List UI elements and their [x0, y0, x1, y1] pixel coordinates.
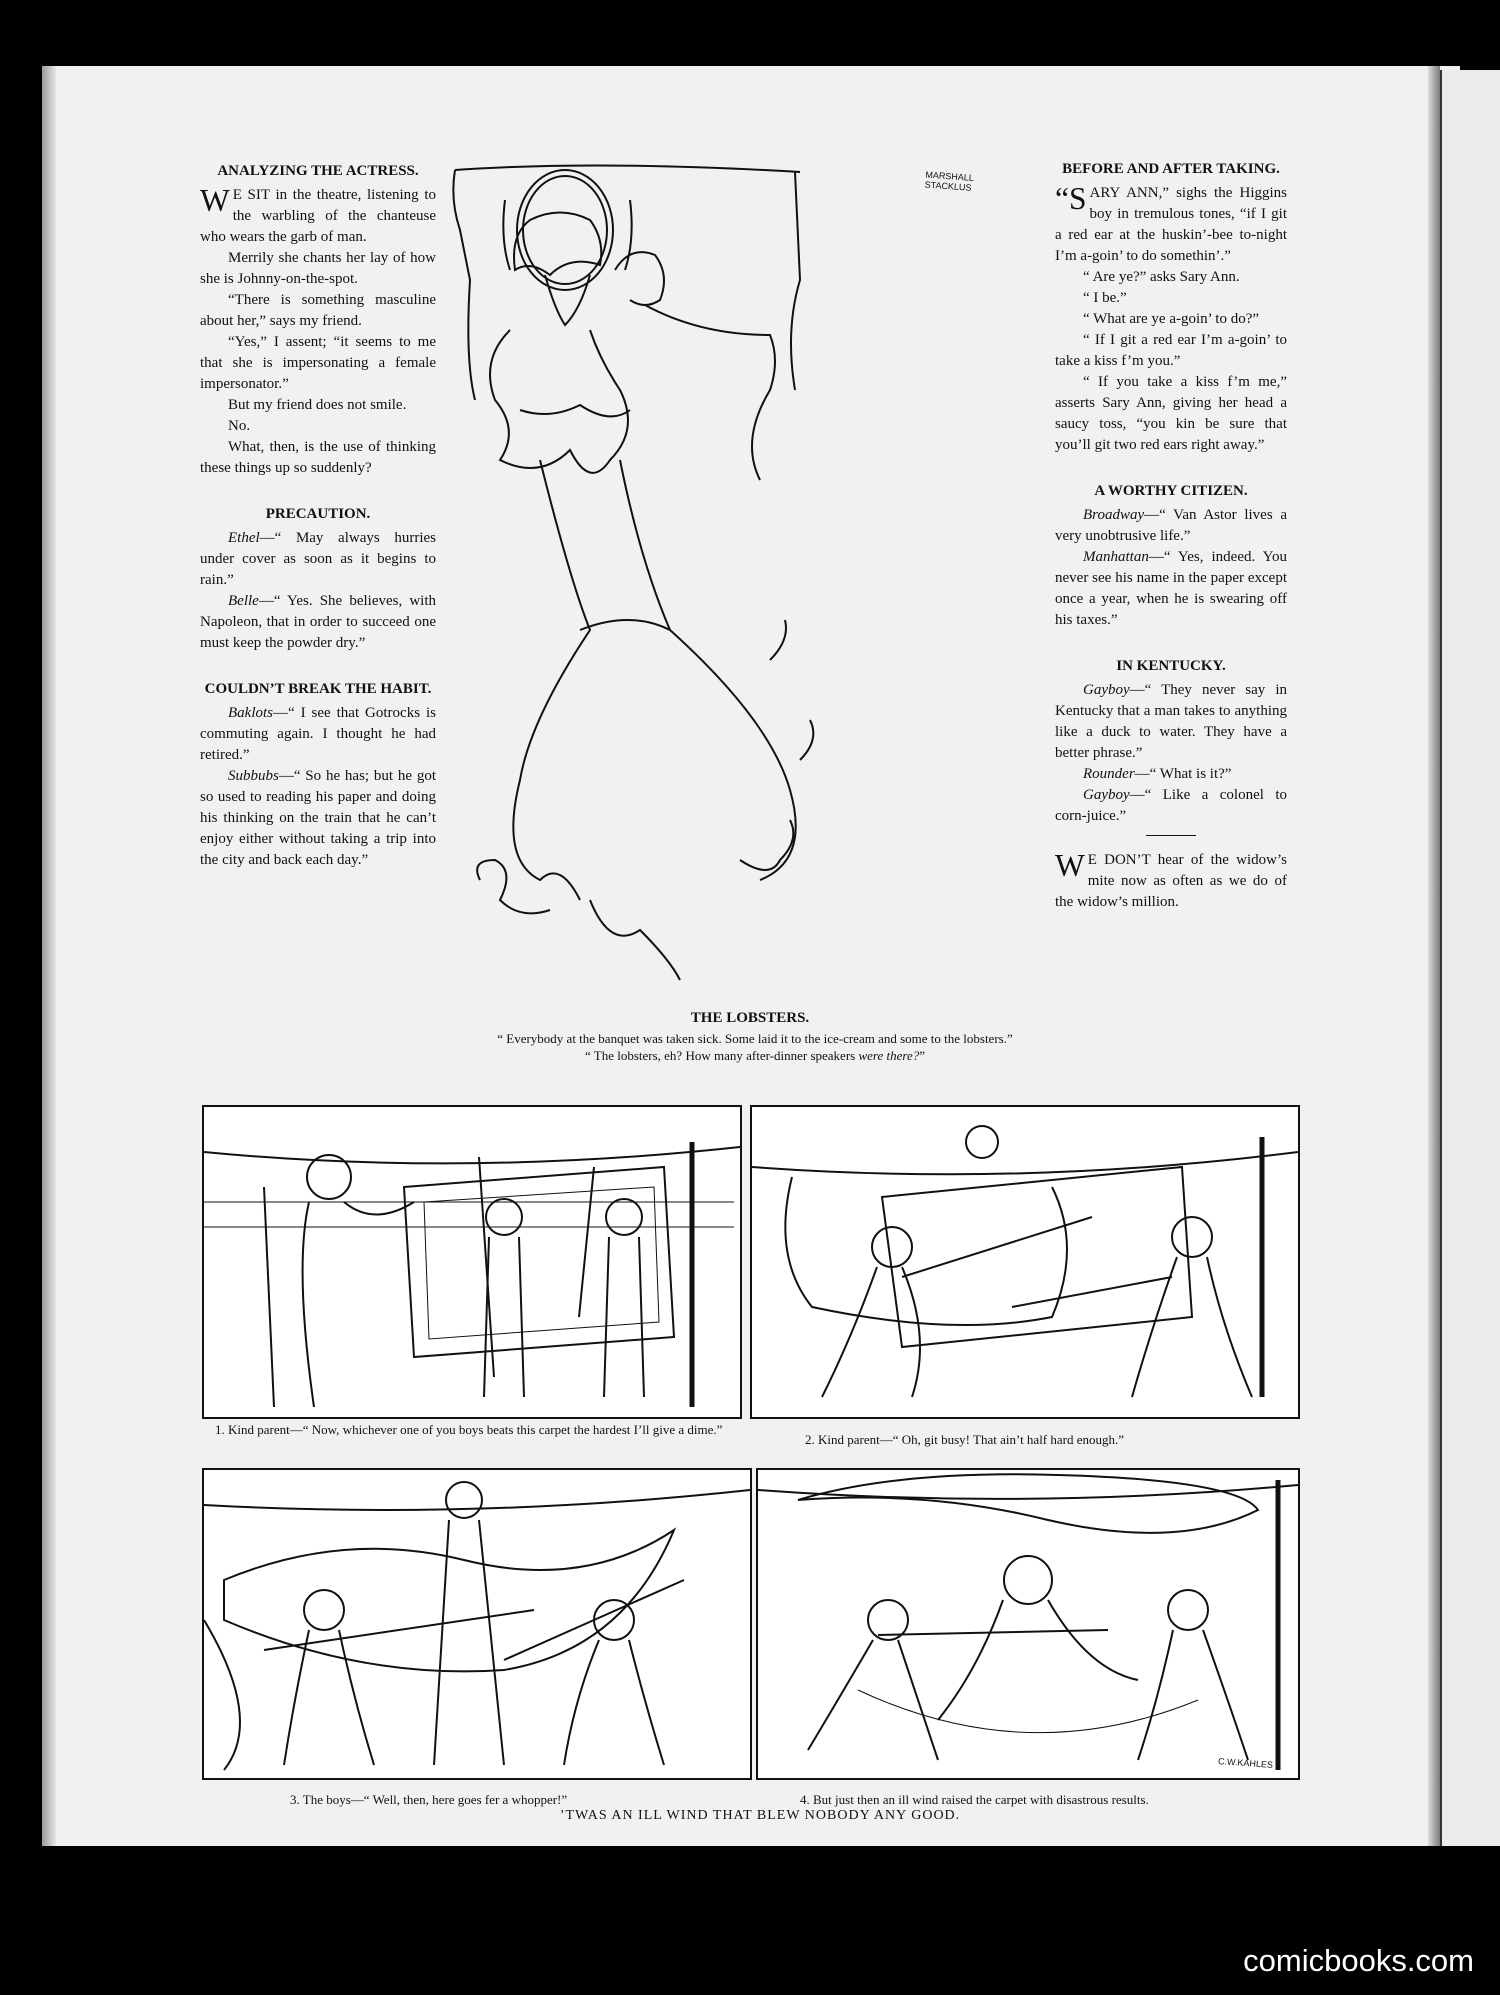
- page-edge: [42, 66, 56, 1846]
- boy2-stick: [504, 1580, 684, 1660]
- facing-page-edge: [1440, 70, 1500, 1846]
- boy2-body: [1132, 1257, 1252, 1397]
- frame-left-line: [453, 170, 475, 400]
- boy2-body: [604, 1237, 644, 1397]
- panel-2-drawing: [752, 1107, 1298, 1417]
- sticks: [878, 1630, 1108, 1635]
- father-cane: [264, 1187, 274, 1407]
- panel-3-caption: 3. The boys—“ Well, then, here goes fer a whopper!”: [290, 1792, 568, 1807]
- boy1-body: [822, 1267, 920, 1397]
- left-column: ANALYZING THE ACTRESS. W E SIT in the theatre, listening to the warbling of the chanteuse who wears the garb of man. Merrily she chants her lay of how she is Johnny-on-the-spot. “There is something masculine about her,” says my friend. “Yes,” I assent; “it seems to me that she is impersonating a female impersonator.” But my friend does not smile. No. What, then, is the use of thinking these things up so suddenly? PRECAUTION. Ethel—“ May always hurries under cover as soon as it begins to rain.” Belle—“ Yes. She believes, with Napoleon, that in order to succeed one must keep the powder dry.” COULDN’T BREAK THE HABIT. Baklots—“ I see that Gotrocks is commuting again. I thought he had retired.” Subbubs—“ So he has; but he got so used to reading his paper and doing his thinking on the train that he can’t enjoy either without taking a trip into the city and back each day.”: [200, 163, 436, 868]
- carpet: [404, 1167, 674, 1357]
- heading-before-after: BEFORE AND AFTER TAKING.: [1062, 161, 1280, 177]
- train-left-swirl: [477, 860, 550, 913]
- boy1-head: [304, 1590, 344, 1630]
- heading-in-kentucky: IN KENTUCKY.: [1116, 658, 1226, 674]
- motion-lines: [858, 1690, 1198, 1733]
- panel-4-drawing: [758, 1470, 1298, 1778]
- bodice-ruffles: [490, 330, 628, 473]
- father-legs: [938, 1600, 1138, 1720]
- comic-panel-4: [756, 1468, 1300, 1780]
- boy2-body: [1138, 1630, 1248, 1760]
- waist-line: [580, 620, 670, 630]
- panel-2-caption: 2. Kind parent—“ Oh, git busy! That ain’t half hard enough.”: [805, 1432, 1125, 1447]
- boy2-stick: [579, 1167, 594, 1317]
- gown-left: [513, 460, 590, 900]
- artist-signature: MARSHALL STACKLUS: [924, 169, 974, 193]
- heading-couldnt-break-habit: COULDN’T BREAK THE HABIT.: [204, 681, 432, 697]
- candle-right: [625, 200, 632, 270]
- man-head: [615, 252, 664, 305]
- carpet-fringe: [204, 1620, 240, 1770]
- panel-1-drawing: [204, 1107, 740, 1417]
- drop-cap: W: [200, 183, 230, 218]
- boy2-head: [1168, 1590, 1208, 1630]
- heading-precaution: PRECAUTION.: [265, 506, 371, 522]
- boy1-stick: [902, 1217, 1092, 1277]
- man-arm: [645, 305, 775, 480]
- ruffle-line: [520, 405, 630, 416]
- panel-3-drawing: [204, 1470, 750, 1778]
- strip-title: ’TWAS AN ILL WIND THAT BLEW NOBODY ANY GOOD.: [559, 1808, 961, 1823]
- carpet-border: [424, 1187, 659, 1339]
- father-head: [446, 1482, 482, 1518]
- boy2-head: [594, 1600, 634, 1640]
- father-legs: [434, 1520, 504, 1765]
- boy2-head: [1172, 1217, 1212, 1257]
- comic-panel-3: [202, 1468, 752, 1780]
- heading-analyzing-actress: ANALYZING THE ACTRESS.: [217, 163, 419, 179]
- illustration-svg: [440, 160, 1020, 1010]
- father-body: [303, 1202, 414, 1407]
- heading-lobsters: THE LOBSTERS.: [690, 1010, 810, 1026]
- drop-cap: W: [1055, 848, 1085, 883]
- clothesline: [204, 1147, 740, 1163]
- lobsters-caption: “ Everybody at the banquet was taken sick. Some laid it to the ice-cream and some to the lobsters.” “ The lobsters, eh? How many after-dinner speakers were there?”: [497, 1031, 1013, 1063]
- comic-panel-1: [202, 1105, 742, 1419]
- section-divider: [1146, 835, 1196, 836]
- comic-panel-2: [750, 1105, 1300, 1419]
- frame-top-line: [455, 165, 800, 172]
- face-outline: [545, 275, 590, 325]
- carpet-flying: [798, 1474, 1258, 1533]
- hair-outline: [514, 213, 601, 276]
- boy2-stick: [1012, 1277, 1172, 1307]
- boy1-body: [284, 1630, 374, 1765]
- train-center-swirl: [590, 900, 680, 980]
- page-gutter: [1428, 66, 1440, 1846]
- gown-right: [620, 460, 796, 880]
- boy1-body: [808, 1640, 938, 1760]
- dust-cloud: [785, 1177, 1067, 1325]
- clothesline: [758, 1485, 1298, 1499]
- boy2-head: [606, 1199, 642, 1235]
- oval-mirror: [517, 170, 613, 290]
- frame-right-line: [791, 172, 800, 390]
- right-column: BEFORE AND AFTER TAKING. “SARY ANN,” sighs the Higgins boy in tremulous tones, “if I git a red ear at the huskin’-bee to-night I’m a-goin’ to do somethin’.” “ Are ye?” asks Sary Ann. “ I be.” “ What are ye a-goin’ to do?” “ If I git a red ear I’m a-goin’ to take a kiss f’m you.” “ If you take a kiss f’m me,” asserts Sary Ann, giving her head a saucy toss, “you kin be sure that you’ll git two red ears right away.” A WORTHY CITIZEN. Broadway—“ Van Astor lives a very unobtrusive life.” Manhattan—“ Yes, indeed. You never see his name in the paper except once a year, when he is swearing off his taxes.” IN KENTUCKY. Gayboy—“ They never say in Kentucky that a man takes to anything like a duck to water. They have a better phrase.” Rounder—“ What is it?” Gayboy—“ Like a colonel to corn-juice.” W E DON’T hear of the widow’s mite now as often as we do of the widow’s million.: [1055, 161, 1287, 910]
- boy1-head: [486, 1199, 522, 1235]
- drop-cap: “S: [1055, 181, 1087, 216]
- boy2-body: [564, 1640, 664, 1765]
- boy1-head: [872, 1227, 912, 1267]
- heading-worthy-citizen: A WORTHY CITIZEN.: [1094, 483, 1248, 499]
- gown-trail-marks: [770, 620, 813, 760]
- father-peeking-head: [966, 1126, 998, 1158]
- clothesline: [204, 1490, 750, 1510]
- panel-1-caption: 1. Kind parent—“ Now, whichever one of you boys beats this carpet the hardest I’ll give a dime.”: [215, 1422, 723, 1437]
- panel-4-caption: 4. But just then an ill wind raised the carpet with disastrous results.: [800, 1792, 1149, 1807]
- clothesline: [752, 1152, 1298, 1174]
- lobsters-illustration: [440, 160, 1020, 1010]
- father-head: [1004, 1556, 1052, 1604]
- comic-signature: C.W.KAHLES: [1217, 1756, 1274, 1770]
- watermark[interactable]: comicbooks.com: [1243, 1943, 1474, 1978]
- candle-left: [503, 200, 510, 270]
